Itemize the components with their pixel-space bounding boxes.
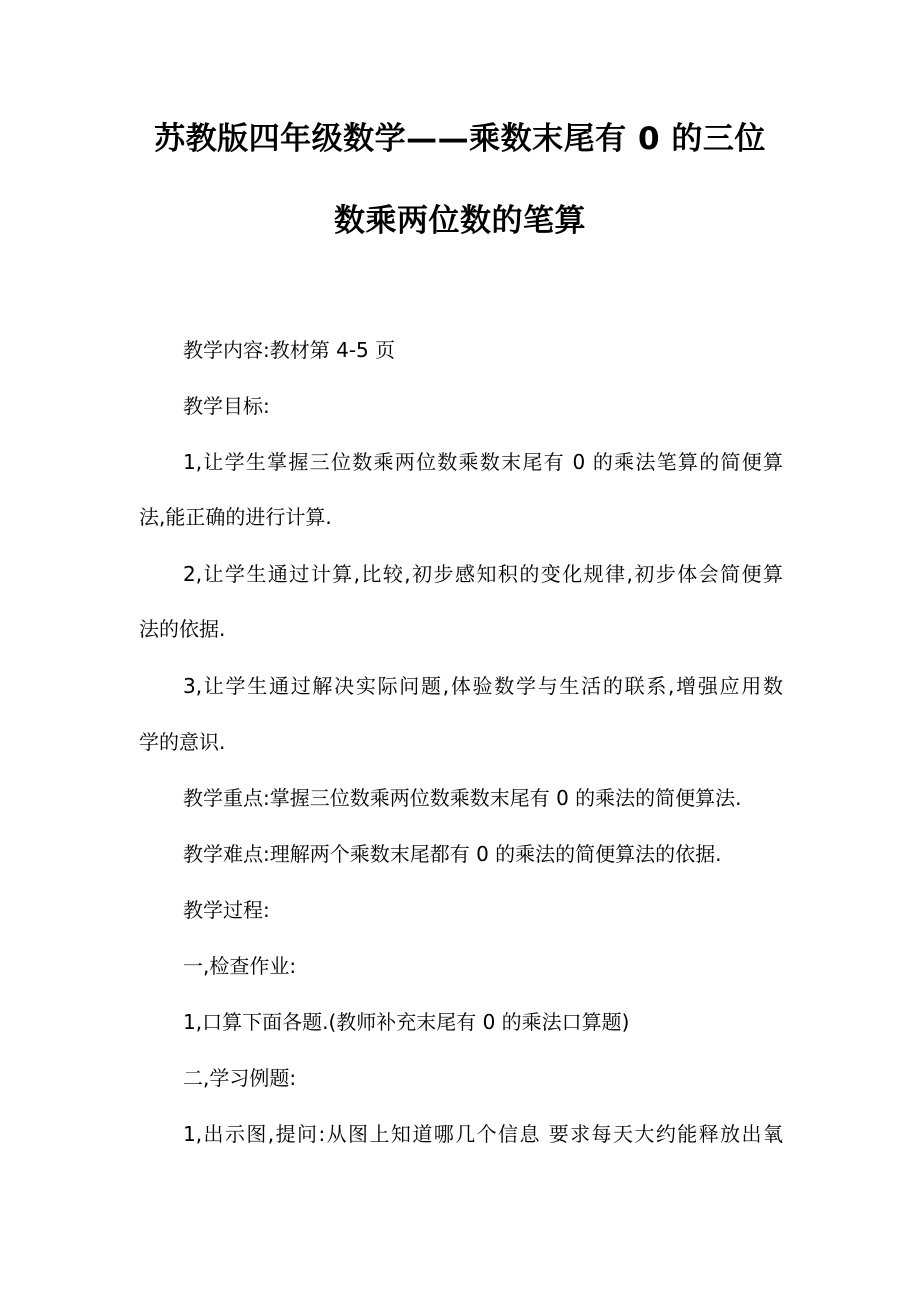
document-title-line-2: 数乘两位数的笔算 [334,203,586,239]
document-title-line-1: 苏教版四年级数学——乘数末尾有 0 的三位 [154,121,766,157]
teaching-key-point: 教学重点:掌握三位数乘两位数乘数末尾有 0 的乘法的简便算法. [183,786,742,810]
goal-1-line-2: 法,能正确的进行计算. [139,505,332,529]
teaching-content-line: 教学内容:教材第 4-5 页 [183,338,396,362]
goal-2-line-1: 2,让学生通过计算,比较,初步感知积的变化规律,初步体会简便算 [183,562,783,586]
section-2-item-1: 1,出示图,提问:从图上知道哪几个信息 要求每天大约能释放出氧 [183,1122,783,1146]
section-1-item-1: 1,口算下面各题.(教师补充末尾有 0 的乘法口算题) [183,1010,630,1034]
goal-3-line-2: 学的意识. [139,730,226,754]
teaching-process-heading: 教学过程: [183,898,270,922]
teaching-goals-heading: 教学目标: [183,394,270,418]
goal-1-line-1: 1,让学生掌握三位数乘两位数乘数末尾有 0 的乘法笔算的简便算 [183,450,783,474]
section-2-heading: 二,学习例题: [183,1066,297,1090]
section-1-heading: 一,检查作业: [183,954,297,978]
teaching-difficulty: 教学难点:理解两个乘数末尾都有 0 的乘法的简便算法的依据. [183,842,722,866]
goal-3-line-1: 3,让学生通过解决实际问题,体验数学与生活的联系,增强应用数 [183,674,783,698]
goal-2-line-2: 法的依据. [139,617,226,641]
